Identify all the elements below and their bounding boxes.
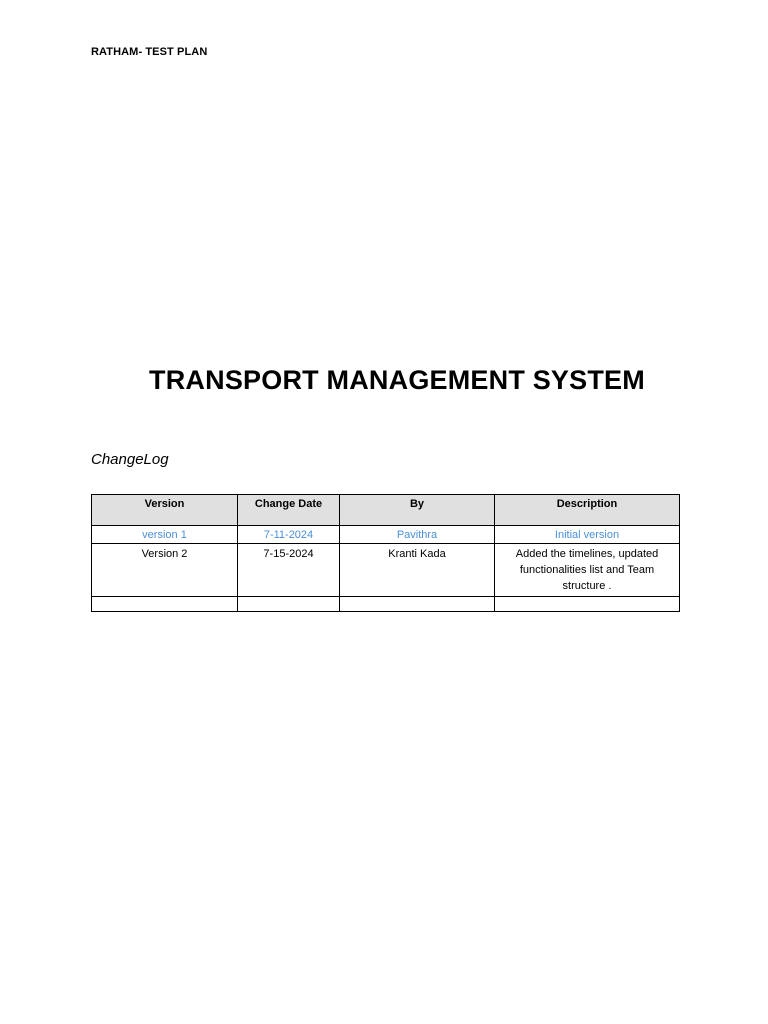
table-row	[92, 526, 680, 544]
cell-by: Pavithra	[340, 526, 495, 544]
cell-by: Kranti Kada	[340, 544, 495, 597]
cell-version: Version 2	[92, 544, 238, 597]
cell-change-date: 7-11-2024	[238, 526, 340, 544]
column-header-by: By	[340, 495, 495, 526]
cell-description: Initial version	[495, 526, 680, 544]
cell-by	[340, 597, 495, 612]
table-header-row	[92, 495, 680, 526]
column-header-version: Version	[92, 495, 238, 526]
changelog-table	[91, 494, 680, 612]
cell-version	[92, 597, 238, 612]
table-row	[92, 597, 680, 612]
document-title: TRANSPORT MANAGEMENT SYSTEM	[149, 365, 645, 395]
cell-version: version 1	[92, 526, 238, 544]
changelog-heading: ChangeLog	[91, 451, 169, 468]
cell-description	[495, 597, 680, 612]
running-header: RATHAM- TEST PLAN	[91, 46, 208, 58]
column-header-change-date: Change Date	[238, 495, 340, 526]
table-row	[92, 544, 680, 597]
cell-change-date	[238, 597, 340, 612]
cell-description: Added the timelines, updated functionalities list and Team structure .	[495, 544, 680, 597]
cell-change-date: 7-15-2024	[238, 544, 340, 597]
column-header-description: Description	[495, 495, 680, 526]
